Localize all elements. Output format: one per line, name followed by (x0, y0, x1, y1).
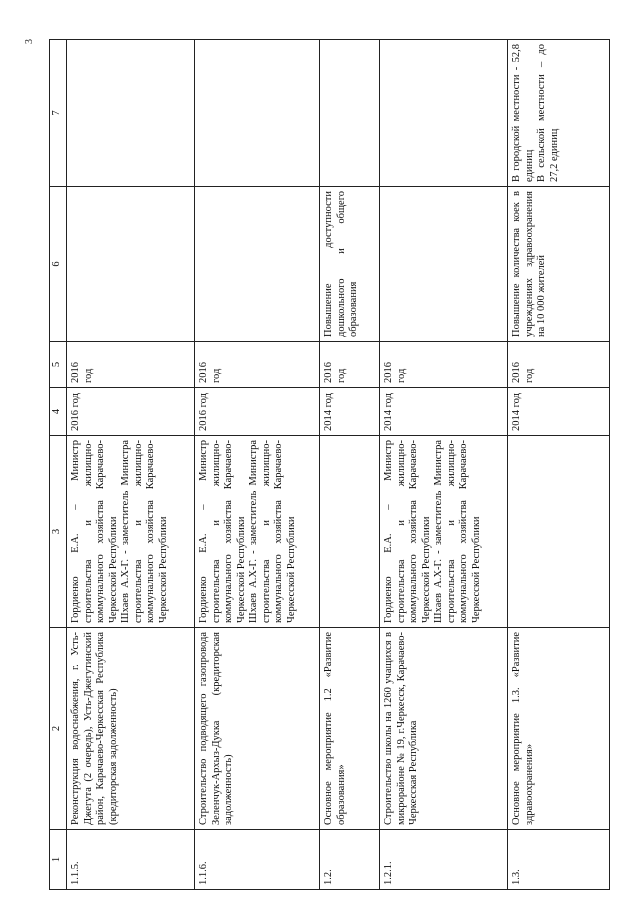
indicator (320, 40, 380, 187)
header-row (50, 40, 67, 890)
expected-result: Повышение доступности дошкольного и общего образования (320, 187, 380, 342)
row-number: 1.1.6. (195, 830, 320, 890)
end-year: 2016 год (195, 342, 320, 388)
start-year: 2016 год (67, 388, 195, 436)
indicator (380, 40, 508, 187)
expected-result (195, 187, 320, 342)
page-number: 3 (24, 39, 35, 44)
end-year: 2016 год (508, 342, 610, 388)
responsible: Гордиенко Е.А. – Министр строительства и жилищно-коммунального хозяйства Карачаево-Черкесской Республики Шхаев А.Х-Г. - заместитель Министра строительства и жилищно-коммунального хозяйства Карачаево-Черкесской Республики (195, 436, 320, 628)
expected-result (67, 187, 195, 342)
start-year: 2014 год (380, 388, 508, 436)
measure-name: Основное мероприятие 1.2 «Развитие образования» (320, 628, 380, 830)
column-header: 2 (50, 628, 67, 830)
responsible (320, 436, 380, 628)
row-number: 1.3. (508, 830, 610, 890)
column-header: 3 (50, 436, 67, 628)
measure-name: Строительство подводящего газопровода Зеленчук-Архыз-Дукка (кредиторская задолженность) (195, 628, 320, 830)
measure-name: Реконструкция водоснабжения, г. Усть-Джегута (2 очередь), Усть-Джегутинский район, Карачаево-Черкесская Республика (кредиторская задолженность) (67, 628, 195, 830)
table-row (195, 40, 320, 890)
end-year: 2016 год (67, 342, 195, 388)
end-year: 2016 год (380, 342, 508, 388)
expected-result: Повышение количества коек в учреждениях здравоохранения на 10 000 жителей (508, 187, 610, 342)
table-row (508, 40, 610, 890)
column-header: 7 (50, 40, 67, 187)
indicator (67, 40, 195, 187)
end-year: 2016 год (320, 342, 380, 388)
column-header: 1 (50, 830, 67, 890)
indicator: В городской местности - 52,8 единиц В сельской местности – до 27,2 единиц (508, 40, 610, 187)
start-year: 2014 год (508, 388, 610, 436)
table-row (320, 40, 380, 890)
responsible: Гордиенко Е.А. – Министр строительства и жилищно-коммунального хозяйства Карачаево-Черкесской Республики Шхаев А.Х-Г. - заместитель Министра строительства и жилищно-коммунального хозяйства Карачаево-Черкесской Республики (67, 436, 195, 628)
indicator (195, 40, 320, 187)
measure-name: Строительство школы на 1260 учащихся в микрорайоне № 19, г.Черкесск, Карачаево-Черкесская Республика (380, 628, 508, 830)
program-table (49, 39, 610, 890)
responsible: Гордиенко Е.А. – Министр строительства и жилищно-коммунального хозяйства Карачаево-Черкесской Республики Шхаев А.Х-Г. - заместитель Министра строительства и жилищно-коммунального хозяйства Карачаево-Черкесской Республики (380, 436, 508, 628)
responsible (508, 436, 610, 628)
table-row (380, 40, 508, 890)
measure-name: Основное мероприятие 1.3. «Развитие здравоохранения» (508, 628, 610, 830)
column-header: 5 (50, 342, 67, 388)
column-header: 4 (50, 388, 67, 436)
table-row (67, 40, 195, 890)
column-header: 6 (50, 187, 67, 342)
row-number: 1.2. (320, 830, 380, 890)
row-number: 1.2.1. (380, 830, 508, 890)
start-year: 2014 год (320, 388, 380, 436)
rotated-page (49, 40, 606, 890)
start-year: 2016 год (195, 388, 320, 436)
row-number: 1.1.5. (67, 830, 195, 890)
expected-result (380, 187, 508, 342)
